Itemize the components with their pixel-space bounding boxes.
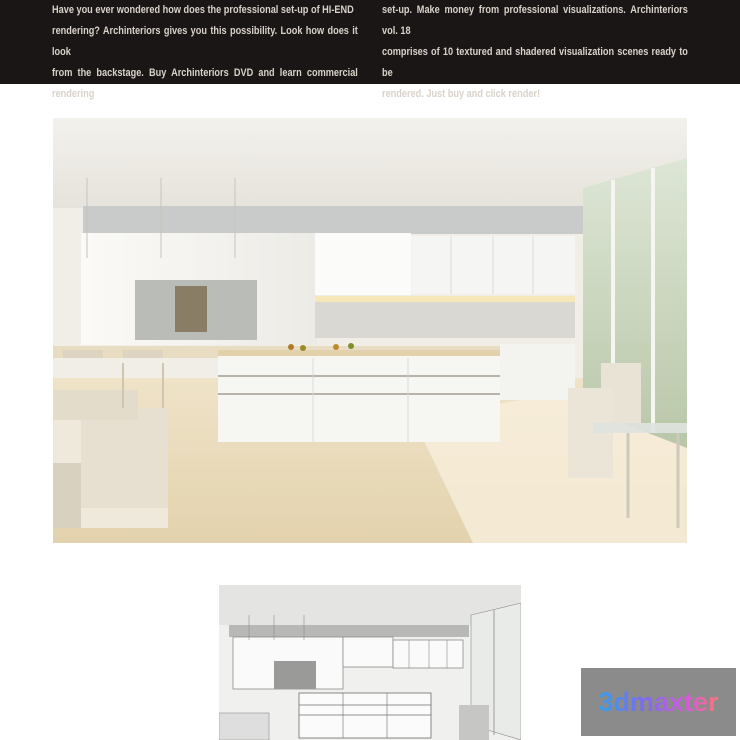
intro-left-line-2: rendering? Archinteriors gives you this possibility. Look how does it look xyxy=(52,25,358,58)
intro-banner xyxy=(0,0,740,100)
intro-right-line-1: set-up. Make money from professional visualizations. Archinteriors vol. 18 xyxy=(382,4,688,37)
kitchen-wireframe-image xyxy=(219,585,521,740)
intro-right-line-2: comprises of 10 textured and shadered visualization scenes ready to be xyxy=(382,46,688,79)
intro-text-right xyxy=(382,0,688,105)
kitchen-render-image xyxy=(53,118,687,543)
intro-left-line-3: from the backstage. Buy Archinteriors DVD and learn commercial rendering xyxy=(52,67,358,100)
watermark-text: 3dmaxter xyxy=(581,668,736,736)
kitchen-render-illustration xyxy=(53,118,687,543)
kitchen-wireframe-illustration xyxy=(219,585,521,740)
intro-text-left xyxy=(52,0,358,105)
watermark-logo xyxy=(581,668,736,736)
intro-right-line-3: rendered. Just buy and click render! xyxy=(382,88,541,100)
intro-left-line-1: Have you ever wondered how does the professional set-up of HI-END xyxy=(52,4,354,16)
